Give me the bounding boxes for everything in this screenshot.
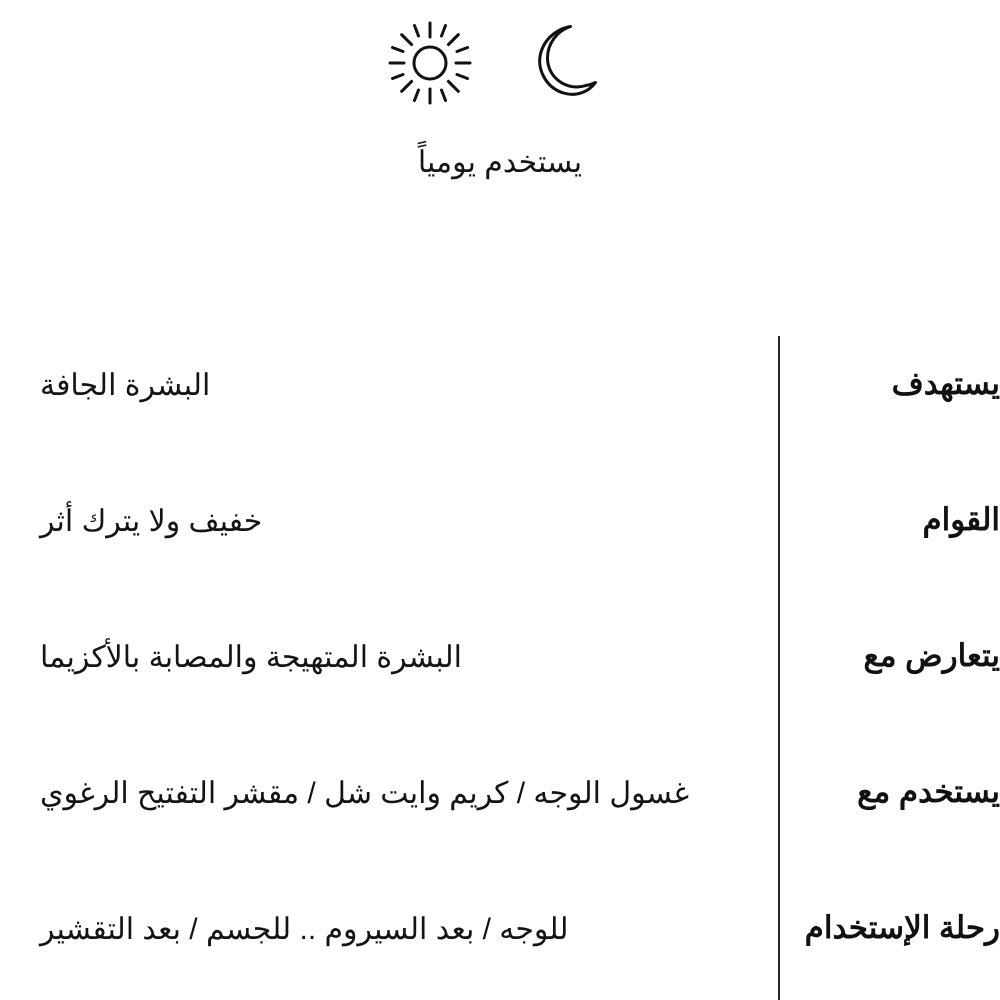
spec-label-usage-journey: رحلة الإستخدام [804, 910, 1000, 945]
table-row [0, 896, 1000, 1000]
spec-value-conflicts-with: البشرة المتهيجة والمصابة بالأكزيما [40, 641, 462, 674]
spec-label-texture: القوام [922, 502, 1000, 537]
table-row [0, 352, 1000, 488]
spec-table [0, 352, 1000, 1000]
table-row [0, 488, 1000, 624]
spec-value-usage-journey: للوجه / بعد السيروم .. للجسم / بعد التقشير [40, 913, 569, 946]
spec-value-texture: خفيف ولا يترك أثر [40, 505, 263, 538]
sun-icon [384, 17, 476, 109]
table-row [0, 624, 1000, 760]
spec-value-use-with: غسول الوجه / كريم وايت شل / مقشر التفتيح الرغوي [40, 777, 690, 810]
spec-label-conflicts-with: يتعارض مع [863, 638, 1000, 673]
usage-time-icons [0, 8, 1000, 118]
usage-frequency-caption: يستخدم يومياً [417, 146, 583, 179]
moon-icon [520, 15, 616, 111]
spec-label-target: يستهدف [891, 366, 1000, 401]
table-row [0, 760, 1000, 896]
spec-value-target: البشرة الجافة [40, 369, 211, 402]
spec-label-use-with: يستخدم مع [857, 774, 1000, 809]
